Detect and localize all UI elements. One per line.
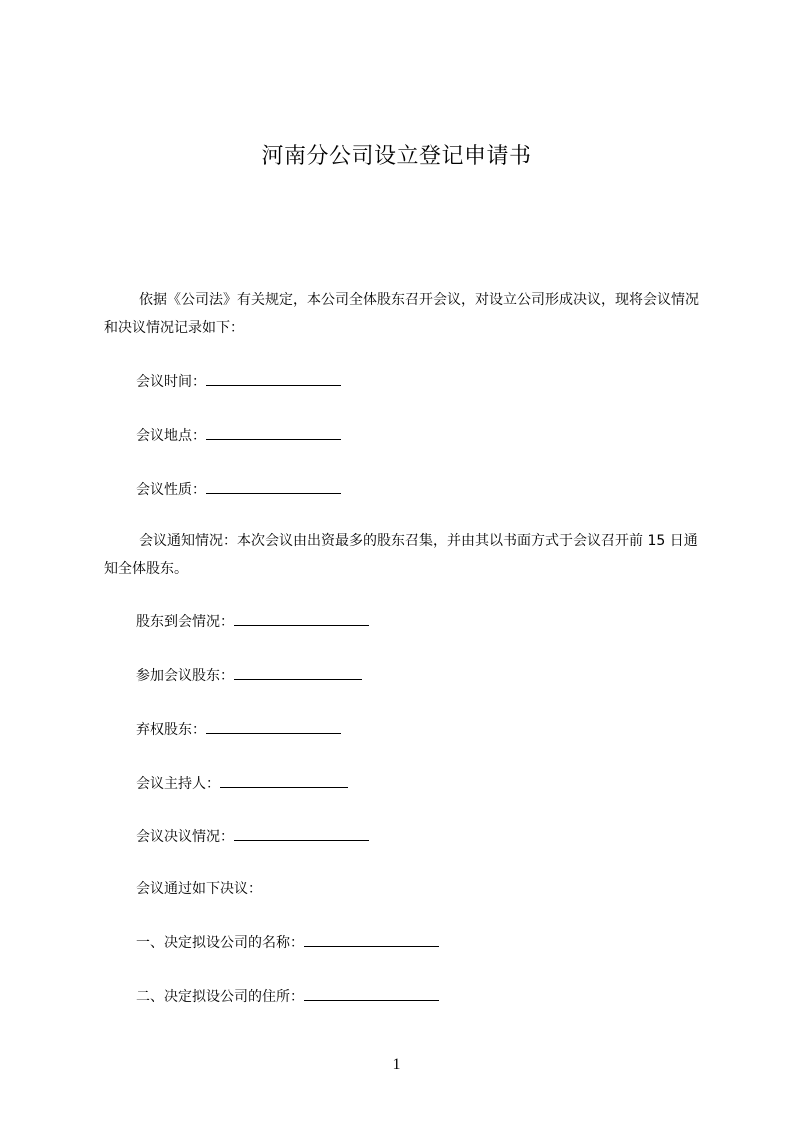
participants-label: 参加会议股东： <box>136 668 234 684</box>
resolution-2-blank[interactable] <box>304 986 439 1001</box>
meeting-time-blank[interactable] <box>206 371 341 386</box>
notice-paragraph: 会议通知情况：本次会议由出资最多的股东召集，并由其以书面方式于会议召开前 15 日通知全体股东。 <box>104 533 698 577</box>
meeting-place-blank[interactable] <box>206 425 341 440</box>
abstain-blank[interactable] <box>206 719 341 734</box>
resolution-1-label: 一、决定拟设公司的名称： <box>136 935 304 951</box>
meeting-time-label: 会议时间： <box>136 374 206 390</box>
attendance-label: 股东到会情况： <box>136 614 234 630</box>
document-title: 河南分公司设立登记申请书 <box>261 144 532 169</box>
participants-field <box>136 665 362 686</box>
intro-paragraph: 依据《公司法》有关规定，本公司全体股东召开会议，对设立公司形成决议，现将会议情况和决议情况记录如下： <box>104 292 699 336</box>
resolution-2-label: 二、决定拟设公司的住所： <box>136 989 304 1005</box>
host-label: 会议主持人： <box>136 776 220 792</box>
resolution-2-field <box>136 986 439 1007</box>
attendance-blank[interactable] <box>234 611 369 626</box>
host-blank[interactable] <box>220 773 348 788</box>
host-field <box>136 773 348 794</box>
attendance-field <box>136 611 369 632</box>
meeting-place-label: 会议地点： <box>136 428 206 444</box>
meeting-nature-field <box>136 479 341 500</box>
resolution-status-blank[interactable] <box>234 826 369 841</box>
meeting-nature-label: 会议性质： <box>136 482 206 498</box>
page-number: 1 <box>392 1056 401 1073</box>
resolution-1-field <box>136 932 439 953</box>
meeting-place-field <box>136 425 341 446</box>
resolution-status-field <box>136 826 369 847</box>
resolutions-heading: 会议通过如下决议： <box>136 881 262 897</box>
abstain-label: 弃权股东： <box>136 722 206 738</box>
abstain-field <box>136 719 341 740</box>
meeting-nature-blank[interactable] <box>206 479 341 494</box>
participants-blank[interactable] <box>234 665 362 680</box>
meeting-time-field <box>136 371 341 392</box>
resolution-1-blank[interactable] <box>304 932 439 947</box>
resolution-status-label: 会议决议情况： <box>136 829 234 845</box>
